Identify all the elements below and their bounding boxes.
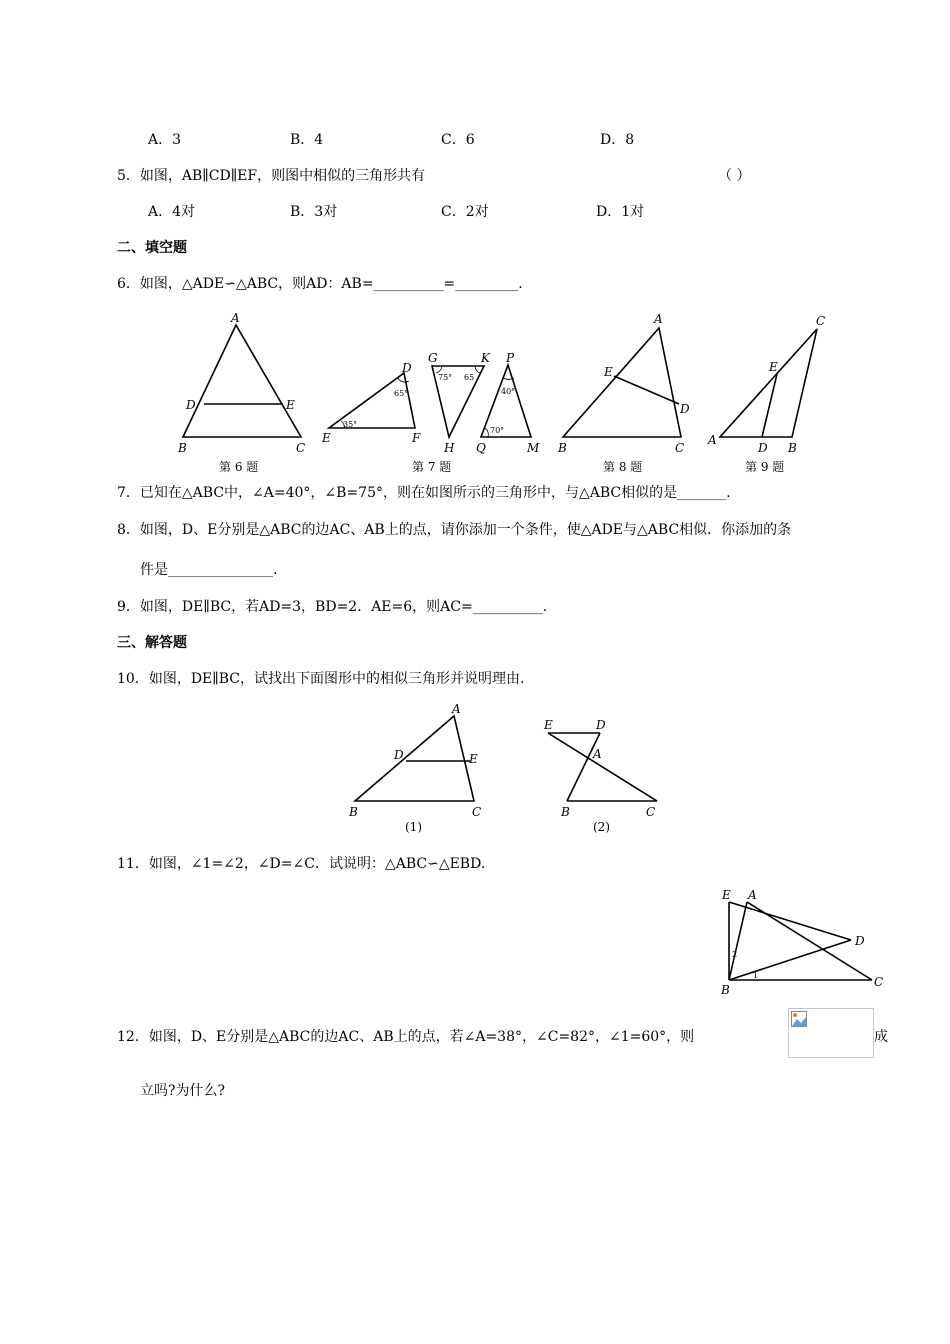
q12-text-line1: 12．如图，D、E分别是△ABC的边AC、AB上的点，若∠A=38°，∠C=82°，∠1=60°，则: [117, 1029, 695, 1045]
fig6-label-d: D: [186, 398, 196, 412]
q10-fig2-label-d: D: [596, 718, 606, 732]
q10-fig2-label-c: C: [646, 805, 656, 819]
fig6-label-a: A: [231, 311, 240, 325]
q8-text-line2: 件是_______________.: [140, 562, 278, 578]
q10-fig1-caption: (1): [405, 820, 422, 834]
fig7-angle-arc-k: [475, 366, 480, 373]
q12-text-line2: 立吗?为什么?: [140, 1083, 226, 1099]
fig9-triangle-acb: [720, 329, 817, 437]
q9-text: 9．如图，DE∥BC，若AD=3，BD=2．AE=6，则AC=__________.: [117, 599, 548, 615]
q11-label-b: B: [721, 983, 730, 997]
q11-label-angle-2: 2: [732, 950, 738, 959]
fig9-label-a: A: [708, 433, 717, 447]
fig7-caption: 第 7 题: [412, 460, 452, 474]
broken-image-icon: [791, 1011, 807, 1027]
fig9-label-d: D: [758, 441, 768, 455]
q11-label-d: D: [855, 934, 865, 948]
q4-option-c: C．6: [441, 132, 475, 148]
fig6-label-c: C: [296, 441, 306, 455]
fig8-label-a: A: [654, 312, 663, 326]
q4-option-d: D．8: [600, 132, 635, 148]
fig7-label-d: D: [402, 361, 412, 375]
figure-q11: [0, 880, 950, 1000]
q10-fig1-label-e: E: [469, 752, 478, 766]
q10-fig1-label-a: A: [452, 702, 461, 716]
q11-label-angle-1: 1: [753, 971, 759, 980]
fig9-segment-ed: [762, 374, 777, 437]
q5-paren: （ ）: [718, 168, 751, 184]
q11-segment-bd: [729, 940, 851, 980]
fig6-label-e: E: [286, 398, 295, 412]
q5-option-b: B．3对: [290, 204, 338, 220]
q11-segment-ab: [729, 902, 747, 980]
section-3-title: 三、解答题: [117, 635, 187, 651]
q11-label-e: E: [722, 888, 731, 902]
fig7-angle-arc-q: [485, 428, 488, 437]
fig8-label-c: C: [675, 441, 685, 455]
fig7-angle-k: 65: [464, 373, 475, 382]
q4-option-b: B．4: [290, 132, 324, 148]
q11-label-a: A: [748, 888, 757, 902]
fig7-angle-q: 70°: [490, 426, 505, 435]
figures-q10: [0, 695, 950, 835]
fig9-caption: 第 9 题: [745, 460, 785, 474]
fig7-angle-g: 75°: [438, 373, 453, 382]
fig8-triangle-abc: [563, 328, 681, 437]
fig7-label-q: Q: [476, 441, 486, 455]
q10-fig2-label-a: A: [593, 747, 602, 761]
figures-q6-q9: [0, 305, 950, 485]
fig7-label-m: M: [527, 441, 540, 455]
fig8-label-d: D: [680, 402, 690, 416]
fig9-label-e: E: [769, 360, 778, 374]
fig8-caption: 第 8 题: [603, 460, 643, 474]
fig7-angle-p: 40°: [501, 387, 516, 396]
q10-fig1-label-b: B: [349, 805, 358, 819]
q10-fig2-segment-db: [567, 733, 600, 801]
q10-fig2-segment-ec: [548, 733, 657, 801]
fig6-triangle-abc: [183, 325, 301, 437]
q12-text-tail: 成: [874, 1029, 888, 1045]
fig8-label-e: E: [604, 365, 613, 379]
q11-text: 11．如图，∠1=∠2，∠D=∠C．试说明：△ABC∽△EBD.: [117, 856, 486, 872]
q5-text: 5．如图，AB∥CD∥EF，则图中相似的三角形共有: [117, 168, 426, 184]
fig9-label-c: C: [816, 314, 826, 328]
section-2-title: 二、填空题: [117, 240, 187, 256]
q10-fig2-label-b: B: [561, 805, 570, 819]
fig7-label-h: H: [444, 441, 455, 455]
fig7-label-f: F: [412, 431, 421, 445]
q4-option-a: A．3: [148, 132, 182, 148]
q6-text: 6．如图，△ADE∽△ABC，则AD：AB=__________=_________.: [117, 276, 523, 292]
fig7-label-p: P: [506, 351, 515, 365]
fig7-label-e: E: [322, 431, 331, 445]
fig7-label-g: G: [428, 351, 438, 365]
q10-fig1-label-d: D: [394, 748, 404, 762]
fig9-label-b: B: [788, 441, 797, 455]
q5-option-c: C．2对: [441, 204, 489, 220]
fig7-angle-e: 35°: [343, 420, 358, 429]
fig7-triangle-pqm: [481, 365, 531, 437]
q5-option-d: D．1对: [596, 204, 645, 220]
q10-fig1-triangle-abc: [355, 716, 474, 801]
q10-fig1-label-c: C: [472, 805, 482, 819]
q10-text: 10．如图，DE∥BC，试找出下面图形中的相似三角形并说明理由.: [117, 671, 525, 687]
broken-image-placeholder: [788, 1008, 874, 1058]
q10-fig2-label-e: E: [544, 718, 553, 732]
fig6-caption: 第 6 题: [219, 460, 259, 474]
fig6-label-b: B: [178, 441, 187, 455]
fig8-label-b: B: [558, 441, 567, 455]
q7-text: 7．已知在△ABC中，∠A=40°，∠B=75°，则在如图所示的三角形中，与△ABC相似的是_______.: [117, 485, 731, 501]
fig7-label-k: K: [481, 351, 490, 365]
q5-option-a: A．4对: [148, 204, 196, 220]
fig7-angle-d: 65°: [394, 389, 409, 398]
q10-fig2-caption: (2): [593, 820, 610, 834]
q11-segment-ed: [729, 902, 851, 940]
fig7-angle-arc-d: [398, 378, 409, 382]
fig7-angle-arc-g: [436, 366, 442, 373]
q11-label-c: C: [874, 975, 884, 989]
q8-text-line1: 8．如图，D、E分别是△ABC的边AC、AB上的点，请你添加一个条件，使△ADE与△ABC相似．你添加的条: [117, 522, 792, 538]
